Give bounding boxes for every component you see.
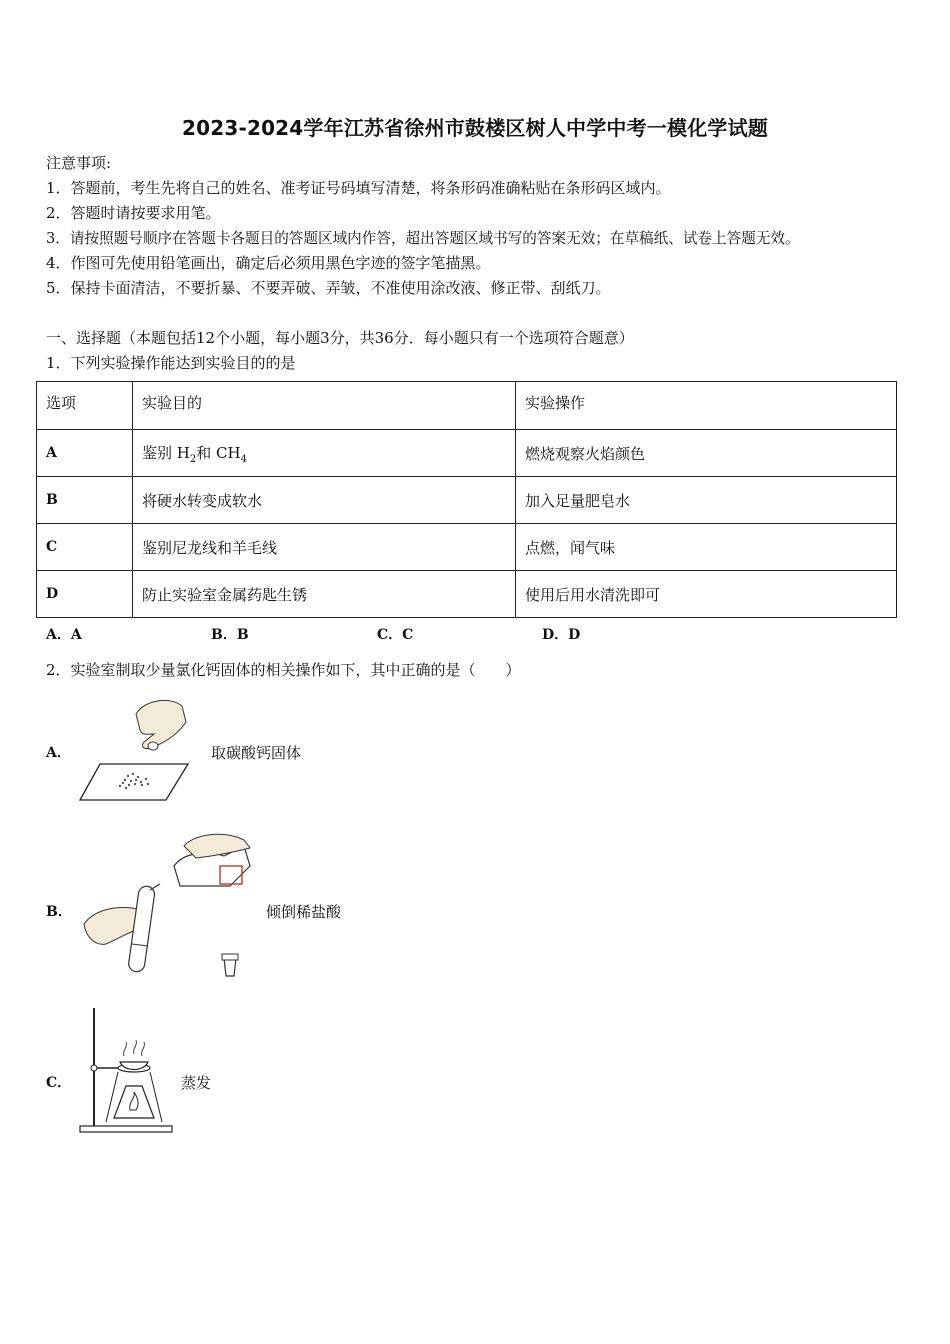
table-cell-option: B bbox=[37, 477, 133, 524]
question-stem: 2．实验室制取少量氯化钙固体的相关操作如下，其中正确的是（ ） bbox=[46, 661, 521, 679]
notice-item: 2．答题时请按要求用笔。 bbox=[46, 204, 221, 222]
notice-heading: 注意事项: bbox=[46, 154, 112, 172]
table-cell-operation: 加入足量肥皂水 bbox=[516, 477, 897, 524]
purpose-text: 和 CH bbox=[196, 443, 241, 462]
table-row bbox=[37, 524, 897, 571]
option-text: 取碳酸钙固体 bbox=[211, 744, 302, 762]
option-label: B． bbox=[46, 904, 72, 920]
subscript: 4 bbox=[240, 453, 247, 465]
table-row bbox=[37, 477, 897, 524]
table-header-row bbox=[37, 382, 897, 430]
table-cell-purpose: 鉴别尼龙线和羊毛线 bbox=[133, 524, 516, 571]
question-stem: 1．下列实验操作能达到实验目的的是 bbox=[46, 354, 296, 372]
evaporation-apparatus-illustration bbox=[78, 1006, 178, 1136]
hand-picking-powder-illustration bbox=[78, 694, 208, 804]
choice-d: D．D bbox=[542, 627, 581, 643]
table-cell-option: C bbox=[37, 524, 133, 571]
section-heading: 一、选择题（本题包括12个小题，每小题3分，共36分．每小题只有一个选项符合题意） bbox=[46, 329, 634, 347]
page-title: 2023-2024学年江苏省徐州市鼓楼区树人中学中考一模化学试题 bbox=[181, 116, 769, 140]
table-cell-operation: 使用后用水清洗即可 bbox=[516, 571, 897, 618]
notice-item: 4．作图可先使用铅笔画出，确定后必须用黑色字迹的签字笔描黑。 bbox=[46, 254, 491, 272]
table-cell-purpose: 将硬水转变成软水 bbox=[133, 477, 516, 524]
table-row bbox=[37, 571, 897, 618]
option-text: 倾倒稀盐酸 bbox=[266, 903, 342, 921]
option-label: C． bbox=[46, 1075, 72, 1091]
choice-a: A．A bbox=[46, 627, 82, 643]
table-header: 实验操作 bbox=[516, 382, 897, 430]
table-cell-purpose bbox=[133, 430, 516, 477]
option-text: 蒸发 bbox=[181, 1074, 212, 1092]
choice-c: C．C bbox=[377, 627, 414, 643]
table-cell-option: D bbox=[37, 571, 133, 618]
purpose-text: 鉴别 H bbox=[142, 443, 190, 462]
question-table bbox=[36, 381, 897, 618]
notice-item: 5．保持卡面清洁，不要折暴、不要弄破、弄皱，不准使用涂改液、修正带、刮纸刀。 bbox=[46, 279, 611, 297]
table-header: 选项 bbox=[37, 382, 133, 430]
table-cell-operation: 燃烧观察火焰颜色 bbox=[516, 430, 897, 477]
table-cell-option: A bbox=[37, 430, 133, 477]
table-cell-operation: 点燃，闻气味 bbox=[516, 524, 897, 571]
option-label: A． bbox=[46, 745, 71, 761]
choice-b: B．B bbox=[211, 627, 249, 643]
pouring-acid-illustration bbox=[84, 826, 254, 981]
table-header: 实验目的 bbox=[133, 382, 516, 430]
notice-item: 1．答题前，考生先将自己的姓名、准考证号码填写清楚，将条形码准确粘贴在条形码区域内。 bbox=[46, 179, 671, 197]
table-row bbox=[37, 430, 897, 477]
subscript: 2 bbox=[189, 453, 197, 465]
table-cell-purpose: 防止实验室金属药匙生锈 bbox=[133, 571, 516, 618]
notice-item: 3．请按照题号顺序在答题卡各题目的答题区域内作答，超出答题区域书写的答案无效；在草稿纸、试卷上答题无效。 bbox=[46, 230, 800, 247]
